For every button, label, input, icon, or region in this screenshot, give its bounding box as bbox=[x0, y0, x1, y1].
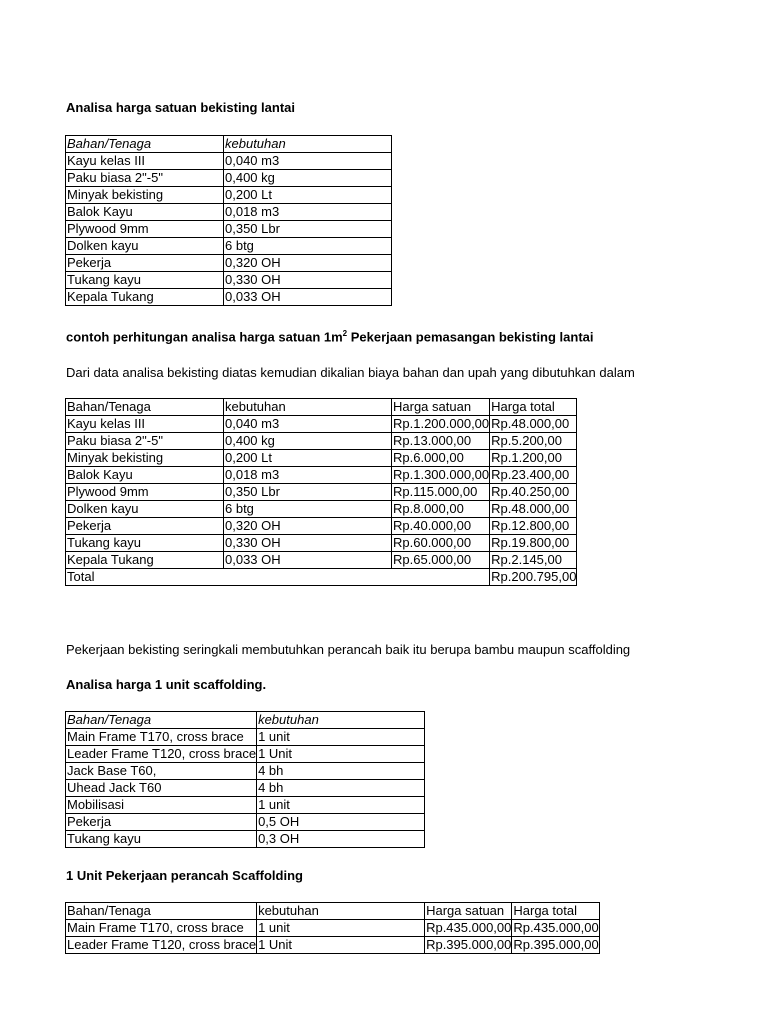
table-cell-text: 0,040 m3 bbox=[225, 153, 280, 168]
table-row bbox=[66, 416, 577, 433]
column-header-text: kebutuhan bbox=[225, 399, 286, 414]
table-cell bbox=[257, 937, 425, 954]
table-cell bbox=[224, 153, 392, 170]
table-row bbox=[66, 450, 577, 467]
table-cell-text: 1 unit bbox=[258, 797, 290, 812]
table-cell bbox=[66, 763, 257, 780]
section2-paragraph: Dari data analisa bekisting diatas kemudian dikalian biaya bahan dan upah yang dibutuhkan dalam bbox=[66, 365, 635, 380]
table-cell bbox=[66, 780, 257, 797]
section2-heading-main: contoh perhitungan analisa harga satuan 1m bbox=[66, 329, 343, 345]
table-cell bbox=[257, 780, 425, 797]
table-cell-text: Rp.2.145,00 bbox=[491, 552, 562, 567]
table-cell bbox=[66, 450, 224, 467]
table-row bbox=[66, 797, 425, 814]
table-cell-text: 0,018 m3 bbox=[225, 467, 280, 482]
table-cell bbox=[66, 797, 257, 814]
table-row bbox=[66, 467, 577, 484]
table-cell bbox=[392, 501, 490, 518]
table-cell bbox=[224, 467, 392, 484]
table-cell bbox=[224, 433, 392, 450]
table-cell-text: 4 bh bbox=[258, 763, 284, 778]
column-header bbox=[66, 136, 224, 153]
section2-table bbox=[65, 398, 577, 586]
section3-paragraph: Pekerjaan bekisting seringkali membutuhkan perancah baik itu berupa bambu maupun scaffolding bbox=[66, 642, 631, 657]
table-cell bbox=[66, 238, 224, 255]
column-header bbox=[66, 903, 257, 920]
table-cell bbox=[490, 535, 577, 552]
table-row bbox=[66, 763, 425, 780]
table-row bbox=[66, 780, 425, 797]
table-cell bbox=[66, 501, 224, 518]
table-total-row bbox=[66, 569, 577, 586]
table-cell bbox=[490, 552, 577, 569]
table-cell-text: 0,350 Lbr bbox=[225, 221, 280, 236]
table-cell-text: Main Frame T170, cross brace bbox=[67, 729, 244, 744]
table-cell bbox=[490, 433, 577, 450]
table-cell bbox=[257, 763, 425, 780]
column-header bbox=[257, 712, 425, 729]
table-cell-text: Rp.8.000,00 bbox=[393, 501, 464, 516]
table-cell-text: Tukang kayu bbox=[67, 535, 141, 550]
table-cell-text: 0,320 OH bbox=[225, 255, 281, 270]
table-cell bbox=[66, 518, 224, 535]
table-cell bbox=[490, 467, 577, 484]
table-cell bbox=[66, 467, 224, 484]
table-cell bbox=[224, 272, 392, 289]
table-row bbox=[66, 552, 577, 569]
column-header bbox=[425, 903, 512, 920]
table-row bbox=[66, 238, 392, 255]
table-cell bbox=[66, 484, 224, 501]
table-cell-text: Uhead Jack T60 bbox=[67, 780, 162, 795]
total-label bbox=[66, 569, 490, 586]
table-cell-text: Minyak bekisting bbox=[67, 187, 164, 202]
table-cell-text: Rp.40.250,00 bbox=[491, 484, 570, 499]
table-row bbox=[66, 729, 425, 746]
table-cell bbox=[490, 450, 577, 467]
table-cell bbox=[224, 187, 392, 204]
table-cell bbox=[224, 289, 392, 306]
column-header-text: Bahan/Tenaga bbox=[67, 399, 151, 414]
table-cell bbox=[66, 289, 224, 306]
table-cell bbox=[66, 729, 257, 746]
table-cell bbox=[425, 937, 512, 954]
table-cell bbox=[66, 535, 224, 552]
total-value-text: Rp.200.795,00 bbox=[491, 569, 577, 584]
table-cell bbox=[490, 484, 577, 501]
table-cell-text: Rp.12.800,00 bbox=[491, 518, 570, 533]
table-cell bbox=[257, 920, 425, 937]
table-cell-text: Rp.23.400,00 bbox=[491, 467, 570, 482]
table-cell-text: Kayu kelas III bbox=[67, 153, 146, 168]
table-cell-text: 0,320 OH bbox=[225, 518, 281, 533]
table-cell-text: Rp.13.000,00 bbox=[393, 433, 472, 448]
table-cell bbox=[257, 729, 425, 746]
table-cell-text: 0,200 Lt bbox=[225, 450, 272, 465]
table-cell-text: 6 btg bbox=[225, 238, 254, 253]
table-cell-text: 1 unit bbox=[258, 920, 290, 935]
table-cell-text: Pekerja bbox=[67, 255, 112, 270]
table-cell bbox=[392, 518, 490, 535]
table-cell bbox=[66, 831, 257, 848]
table-cell-text: Dolken kayu bbox=[67, 501, 139, 516]
table-row bbox=[66, 170, 392, 187]
table-cell bbox=[512, 920, 599, 937]
table-cell-text: 0,033 OH bbox=[225, 552, 281, 567]
table-cell-text: 6 btg bbox=[225, 501, 254, 516]
table-cell-text: Leader Frame T120, cross brace bbox=[67, 746, 257, 761]
table-cell-text: 0,040 m3 bbox=[225, 416, 280, 431]
table-cell bbox=[66, 920, 257, 937]
table-cell bbox=[392, 467, 490, 484]
table-row bbox=[66, 920, 600, 937]
table-cell bbox=[66, 204, 224, 221]
table-row bbox=[66, 255, 392, 272]
table-cell-text: 0,033 OH bbox=[225, 289, 281, 304]
table-cell-text: Dolken kayu bbox=[67, 238, 139, 253]
table-cell-text: Rp.395.000,00 bbox=[426, 937, 512, 952]
table-cell bbox=[66, 552, 224, 569]
section2-heading bbox=[66, 329, 594, 344]
table-cell-text: 1 Unit bbox=[258, 937, 293, 952]
table-cell bbox=[224, 535, 392, 552]
section4-table bbox=[65, 902, 600, 954]
table-cell-text: Rp.435.000,00 bbox=[513, 920, 599, 935]
table-cell bbox=[392, 450, 490, 467]
table-cell bbox=[66, 170, 224, 187]
table-row bbox=[66, 535, 577, 552]
table-cell-text: Plywood 9mm bbox=[67, 221, 149, 236]
section2-heading-rest: Pekerjaan pemasangan bekisting lantai bbox=[347, 329, 594, 345]
table-cell-text: Rp.60.000,00 bbox=[393, 535, 472, 550]
table-cell bbox=[66, 153, 224, 170]
table-cell-text: Pekerja bbox=[67, 814, 112, 829]
table-cell bbox=[66, 433, 224, 450]
table-row bbox=[66, 272, 392, 289]
table-cell-text: Rp.115.000,00 bbox=[393, 484, 478, 499]
section1-table bbox=[65, 135, 392, 306]
table-cell-text: Balok Kayu bbox=[67, 204, 133, 219]
table-cell bbox=[66, 416, 224, 433]
table-cell-text: Jack Base T60, bbox=[67, 763, 157, 778]
table-cell bbox=[512, 937, 599, 954]
table-cell-text: Rp.6.000,00 bbox=[393, 450, 464, 465]
table-header-row bbox=[66, 903, 600, 920]
table-cell-text: 0,330 OH bbox=[225, 535, 281, 550]
table-row bbox=[66, 501, 577, 518]
table-row bbox=[66, 746, 425, 763]
table-row bbox=[66, 937, 600, 954]
table-cell-text: 0,200 Lt bbox=[225, 187, 272, 202]
table-row bbox=[66, 153, 392, 170]
column-header bbox=[257, 903, 425, 920]
table-cell-text: Kepala Tukang bbox=[67, 289, 154, 304]
table-cell bbox=[66, 272, 224, 289]
total-label-text: Total bbox=[67, 569, 95, 584]
table-cell bbox=[425, 920, 512, 937]
column-header bbox=[512, 903, 599, 920]
table-cell bbox=[257, 797, 425, 814]
table-cell-text: 0,018 m3 bbox=[225, 204, 280, 219]
section4-heading: 1 Unit Pekerjaan perancah Scaffolding bbox=[66, 868, 303, 883]
table-cell bbox=[224, 204, 392, 221]
table-row bbox=[66, 814, 425, 831]
table-cell bbox=[392, 535, 490, 552]
column-header-text: Bahan/Tenaga bbox=[67, 903, 151, 918]
table-cell bbox=[224, 221, 392, 238]
column-header-text: Harga total bbox=[491, 399, 555, 414]
table-cell bbox=[257, 831, 425, 848]
table-cell-text: Paku biasa 2"-5" bbox=[67, 433, 163, 448]
table-cell-text: Rp.1.200.000,00 bbox=[393, 416, 490, 431]
table-cell-text: Rp.65.000,00 bbox=[393, 552, 472, 567]
table-cell-text: Rp.19.800,00 bbox=[491, 535, 570, 550]
column-header bbox=[490, 399, 577, 416]
table-cell bbox=[224, 501, 392, 518]
table-cell-text: Rp.395.000,00 bbox=[513, 937, 599, 952]
column-header bbox=[392, 399, 490, 416]
total-value bbox=[490, 569, 577, 586]
table-cell-text: 1 unit bbox=[258, 729, 290, 744]
table-cell-text: Pekerja bbox=[67, 518, 112, 533]
table-cell-text: Kepala Tukang bbox=[67, 552, 154, 567]
table-cell bbox=[392, 484, 490, 501]
column-header bbox=[66, 399, 224, 416]
section2-heading-superscript: 2 bbox=[342, 329, 348, 338]
table-cell bbox=[66, 746, 257, 763]
table-cell-text: Plywood 9mm bbox=[67, 484, 149, 499]
table-cell-text: 0,400 kg bbox=[225, 170, 275, 185]
table-cell-text: Mobilisasi bbox=[67, 797, 125, 812]
section3-heading: Analisa harga 1 unit scaffolding. bbox=[66, 677, 267, 692]
column-header-text: Harga total bbox=[513, 903, 577, 918]
table-cell-text: 0,3 OH bbox=[258, 831, 300, 846]
table-row bbox=[66, 187, 392, 204]
table-row bbox=[66, 221, 392, 238]
table-cell-text: Balok Kayu bbox=[67, 467, 133, 482]
table-cell-text: Minyak bekisting bbox=[67, 450, 164, 465]
table-cell-text: Kayu kelas III bbox=[67, 416, 146, 431]
table-row bbox=[66, 484, 577, 501]
table-cell bbox=[224, 255, 392, 272]
table-header-row bbox=[66, 399, 577, 416]
table-cell-text: Rp.5.200,00 bbox=[491, 433, 562, 448]
column-header bbox=[224, 136, 392, 153]
table-cell-text: Main Frame T170, cross brace bbox=[67, 920, 244, 935]
table-cell-text: Tukang kayu bbox=[67, 831, 141, 846]
column-header bbox=[66, 712, 257, 729]
table-cell bbox=[66, 255, 224, 272]
column-header-text: kebutuhan bbox=[258, 903, 319, 918]
table-cell bbox=[66, 187, 224, 204]
table-cell bbox=[392, 416, 490, 433]
table-cell bbox=[490, 518, 577, 535]
column-header-text: Bahan/Tenaga bbox=[67, 136, 152, 151]
section3-table bbox=[65, 711, 425, 848]
table-cell-text: 0,400 kg bbox=[225, 433, 275, 448]
section1-heading: Analisa harga satuan bekisting lantai bbox=[66, 100, 296, 115]
table-header-row bbox=[66, 136, 392, 153]
table-cell-text: 0,5 OH bbox=[258, 814, 300, 829]
table-cell bbox=[224, 416, 392, 433]
table-cell bbox=[224, 170, 392, 187]
table-row bbox=[66, 433, 577, 450]
table-cell bbox=[66, 221, 224, 238]
table-cell bbox=[490, 416, 577, 433]
column-header-text: Harga satuan bbox=[393, 399, 472, 414]
table-cell bbox=[224, 238, 392, 255]
column-header-text: Bahan/Tenaga bbox=[67, 712, 152, 727]
table-cell-text: Paku biasa 2"-5" bbox=[67, 170, 163, 185]
table-cell-text: Tukang kayu bbox=[67, 272, 141, 287]
table-cell-text: Rp.48.000,00 bbox=[491, 416, 570, 431]
table-cell bbox=[224, 450, 392, 467]
table-cell-text: 0,330 OH bbox=[225, 272, 281, 287]
table-cell bbox=[392, 552, 490, 569]
table-cell bbox=[66, 937, 257, 954]
table-cell-text: Rp.435.000,00 bbox=[426, 920, 512, 935]
table-row bbox=[66, 831, 425, 848]
table-cell-text: Rp.1.300.000,00 bbox=[393, 467, 490, 482]
table-row bbox=[66, 204, 392, 221]
table-cell bbox=[224, 484, 392, 501]
table-cell bbox=[224, 518, 392, 535]
column-header bbox=[224, 399, 392, 416]
column-header-text: Harga satuan bbox=[426, 903, 505, 918]
table-cell-text: Leader Frame T120, cross brace bbox=[67, 937, 257, 952]
table-cell-text: Rp.1.200,00 bbox=[491, 450, 562, 465]
table-cell bbox=[257, 814, 425, 831]
table-cell-text: 1 Unit bbox=[258, 746, 293, 761]
table-header-row bbox=[66, 712, 425, 729]
table-cell bbox=[392, 433, 490, 450]
column-header-text: kebutuhan bbox=[258, 712, 319, 727]
column-header-text: kebutuhan bbox=[225, 136, 286, 151]
table-cell-text: 0,350 Lbr bbox=[225, 484, 280, 499]
table-cell bbox=[490, 501, 577, 518]
table-cell-text: Rp.48.000,00 bbox=[491, 501, 570, 516]
table-cell-text: Rp.40.000,00 bbox=[393, 518, 472, 533]
table-cell bbox=[224, 552, 392, 569]
table-cell bbox=[66, 814, 257, 831]
table-row bbox=[66, 289, 392, 306]
table-cell-text: 4 bh bbox=[258, 780, 284, 795]
table-cell bbox=[257, 746, 425, 763]
table-row bbox=[66, 518, 577, 535]
